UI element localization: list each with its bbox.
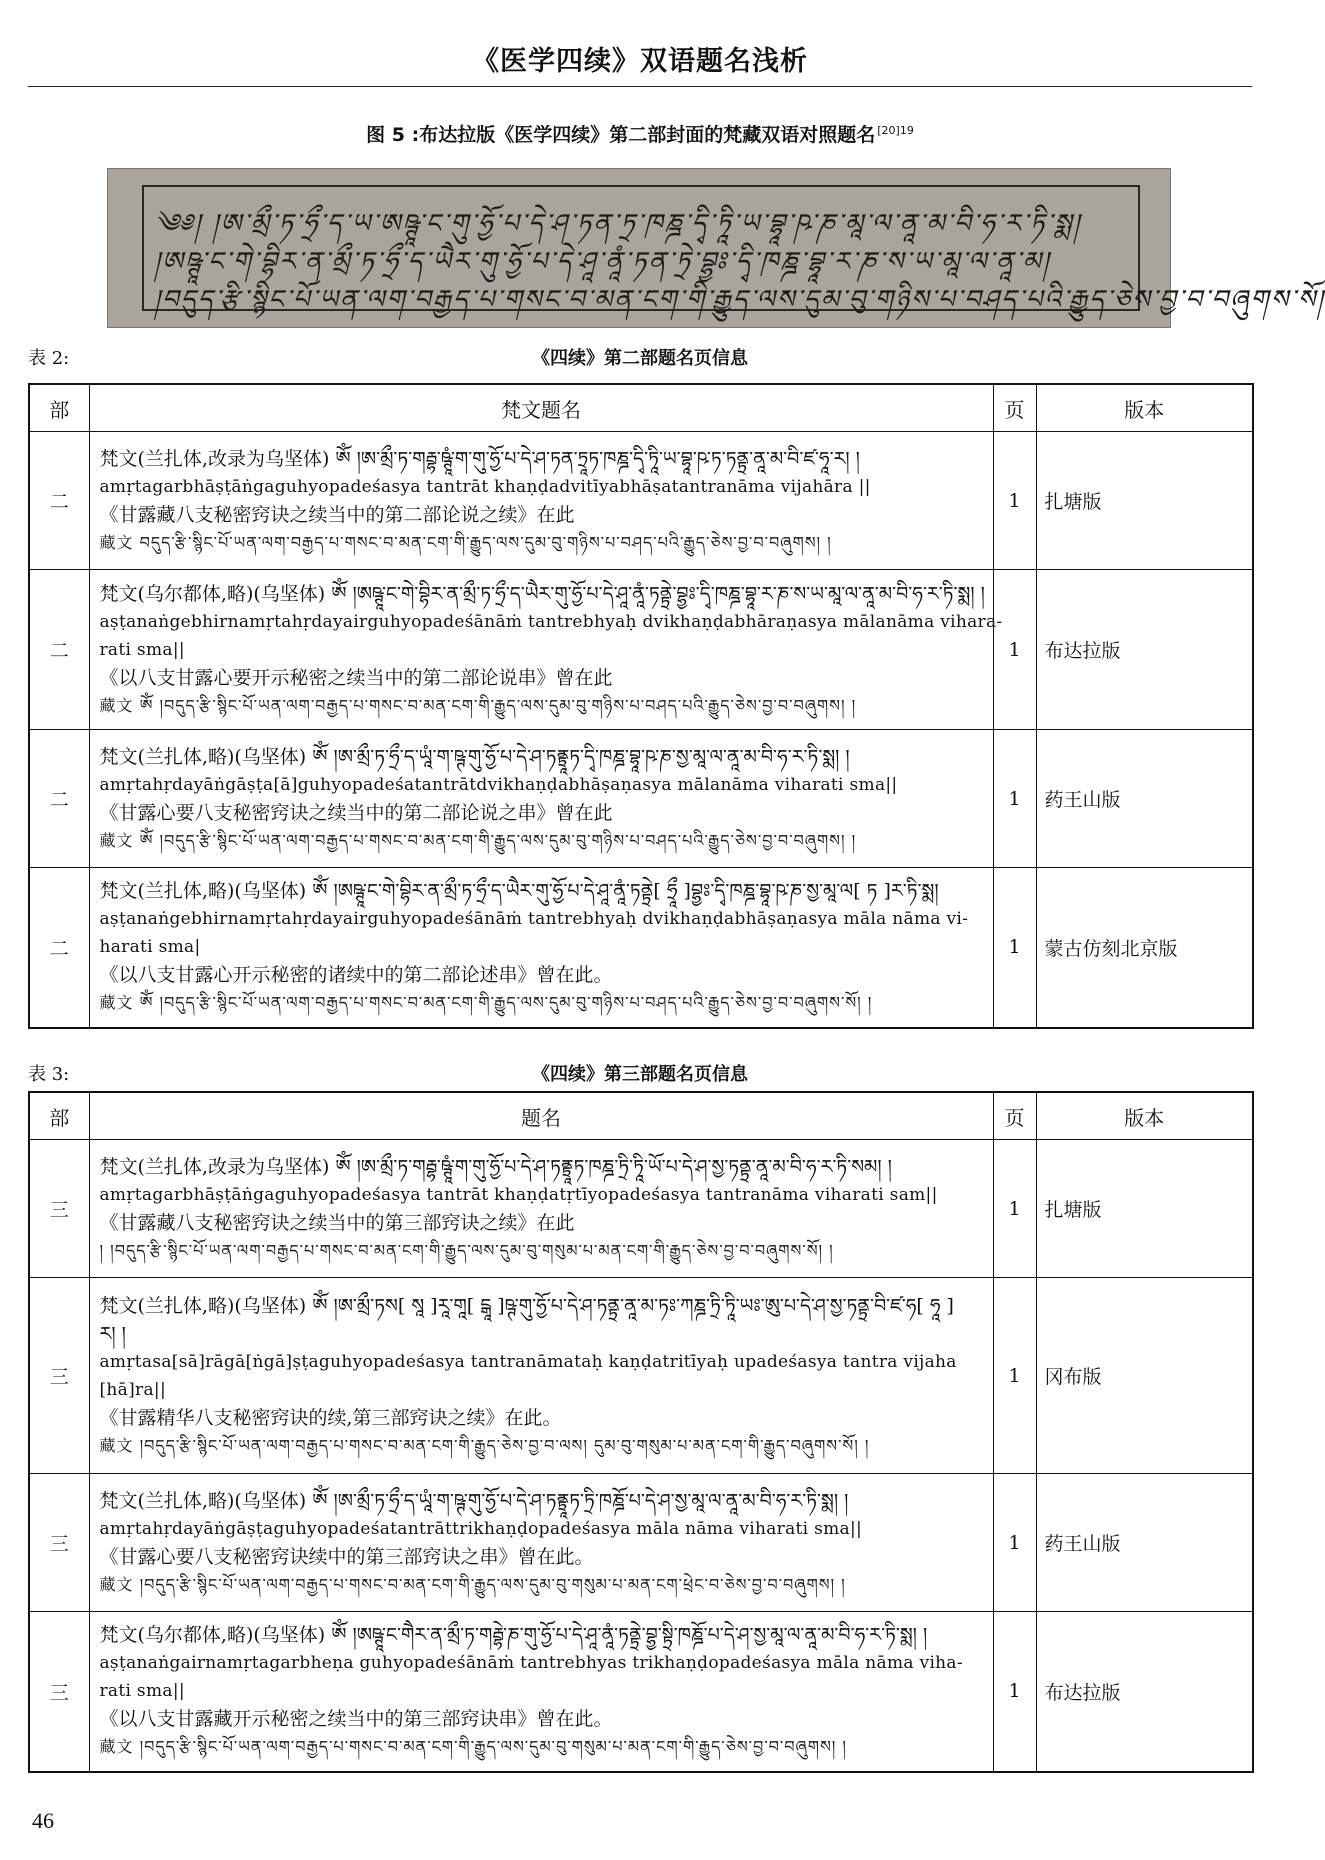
part-cell: 二	[29, 570, 89, 730]
sanskrit-tibetan-line-cont: ར། །	[99, 1322, 126, 1345]
table-row	[29, 432, 1253, 570]
table2-number: 表 2:	[28, 348, 70, 369]
title-cell	[89, 570, 1003, 730]
table3-label	[28, 1060, 1252, 1086]
column-header-page: 页	[993, 1092, 1036, 1140]
tibetan-line: 藏文 ༀ །བདུད་རྩི་སྙིང་པོ་ཡན་ལག་བརྒྱད་པ་གསང་བ་མན་ངག་གི་རྒྱུད་ལས་དུམ་བུ་གཉིས་པ་བཤད་པའི་རྒྱུད་ཅེས་བྱ་བ་བཞུགས། །	[99, 830, 857, 850]
edition-cell: 蒙古仿刻北京版	[1036, 868, 1253, 1028]
romanized-line: aṣṭanaṅgairnamṛtagarbheṇa guhyopadeśānāṁ tantrebhyas trikhaṇḍopadeśasya māla nāma viha-	[99, 1653, 963, 1674]
edition-cell: 冈布版	[1036, 1278, 1253, 1474]
column-header-part: 部	[29, 384, 89, 432]
title-cell	[89, 1140, 993, 1278]
table-row	[29, 1278, 1253, 1474]
part-cell: 二	[29, 868, 89, 1028]
edition-cell: 布达拉版	[1036, 1612, 1253, 1772]
sanskrit-tibetan-line: 梵文(兰扎体,略)(乌坚体) ༀ །ཨཥྚཱ་ང་གེ་བྷིར་ན་མྲྀ་ཏ་ཧྲྀ་ད་ཡཻར་གུ་ཧྱོ་པ་དེ་ཤཱ་ནཱཾ་ཏནྟྲེ[ ཧྲཱྀ ]བྷྱཿ་དྭི་ཁཎྜ་བྷཱ་ཥ་ཎ་སྱ་མཱ་ལ[ ཏ ]ར་ཏི་སྨ།	[99, 880, 939, 903]
figure-caption-text: 图 5 :布达拉版《医学四续》第二部封面的梵藏双语对照题名	[366, 124, 876, 146]
title-cell	[89, 1278, 993, 1474]
page-cell: 1	[993, 432, 1036, 570]
romanized-line: amṛtahṛdayāṅgāṣṭaguhyopadeśatantrāttrikhaṇḍopadeśasya māla nāma viharati sma||	[99, 1518, 863, 1539]
part-cell: 二	[29, 432, 89, 570]
tibetan-line: 藏文 །བདུད་རྩི་སྙིང་པོ་ཡན་ལག་བརྒྱད་པ་གསང་བ་མན་ངག་གི་རྒྱུད་ལས་དུམ་བུ་གསུམ་པ་མན་ངག་གི་རྒྱུད་ཅེས་བྱ་བ་བཞུགས། །	[99, 1737, 847, 1757]
column-header-edition: 版本	[1036, 384, 1253, 432]
tibetan-line: 藏文 ༀ །བདུད་རྩི་སྙིང་པོ་ཡན་ལག་བརྒྱད་པ་གསང་བ་མན་ངག་གི་རྒྱུད་ལས་དུམ་བུ་གཉིས་པ་བཤད་པའི་རྒྱུད་ཅེས་བྱ་བ་བཞུགས། །	[99, 695, 857, 715]
romanized-line: amṛtahṛdayāṅgāṣṭa[ā]guhyopadeśatantrātdvikhaṇḍabhāṣaṇasya mālanāma viharati sma||	[99, 774, 898, 795]
romanized-line-cont: harati sma|	[99, 937, 201, 958]
table2-header-row	[29, 384, 1253, 432]
part-cell: 三	[29, 1612, 89, 1772]
page-cell: 1	[993, 1474, 1036, 1612]
sanskrit-tibetan-line: 梵文(兰扎体,改录为乌坚体) ༀ །ཨ་མྲྀ་ཏ་གརྦྷ་ཥྚཱཾ་ག་གུ་ཧྱོ་པ་དེ་ཤ་ཏནྟྲཱཏ་ཁཎྜ་ཏྲི་ཏཱི་ཡོ་པ་དེ་ཤ་སྱ་ཏནྟྲ་ནཱ་མ་བི་ཧ་ར་ཏི་སམ། །	[99, 1155, 892, 1178]
column-header-edition: 版本	[1036, 1092, 1253, 1140]
edition-cell: 药王山版	[1036, 730, 1253, 868]
romanized-line-cont: rati sma||	[99, 1681, 185, 1702]
title-cell	[89, 1474, 993, 1612]
title-cell	[89, 868, 993, 1028]
part-cell: 二	[29, 730, 89, 868]
table-row	[29, 1140, 1253, 1278]
sanskrit-tibetan-line: 梵文(兰扎体,改录为乌坚体) ༀ །ཨ་མྲྀ་ཏ་གརྦྷ་ཥྚཱཾ་ག་གུ་ཧྱོ་པ་དེ་ཤ་ཏན་ཏྲཱཏ་ཁཎྜ་དྭི་ཏཱི་ཡ་བྷཱ་ཥ་ཏ་ཏནྟྲ་ནཱ་མ་བི་ཛ་ཧཱ་ར། །	[99, 447, 860, 470]
tibetan-line: 藏文 །བདུད་རྩི་སྙིང་པོ་ཡན་ལག་བརྒྱད་པ་གསང་བ་མན་ངག་གི་རྒྱུད་ཅེས་བྱ་བ་ལས། དུམ་བུ་གསུམ་པ་མན་ངག་གི་རྒྱུད་བཞུགས་སོ། །	[99, 1435, 870, 1455]
manuscript-line-1: ༄༅། །ཨ་མྲྀ་ཏ་ཧྲྀ་ད་ཡ་ཨཥྚཱ་ང་གུ་ཧྱོ་པ་དེ་ཤ་ཏན་ཏྲ་ཁཎྜ་དྭི་ཏཱི་ཡ་བྷཱ་ཥ་ཎ་མཱ་ལ་ནཱ་མ་བི་ཧ་ར་ཏི་སྨ།	[154, 209, 1082, 239]
part-cell: 三	[29, 1140, 89, 1278]
page-cell: 1	[993, 1612, 1036, 1772]
romanized-line: aṣṭanaṅgebhirnamṛtahṛdayairguhyopadeśānāṁ tantrebhyaḥ dvikhaṇḍabhāṣaṇasya māla nāma vi-	[99, 909, 969, 930]
figure-caption	[28, 120, 1252, 147]
sanskrit-tibetan-line: 梵文(兰扎体,略)(乌坚体) ༀ །ཨ་མྲྀ་ཏས[ སཱ ]རཱ་གཱ[ ངྒཱ ]ཥྚ་གུ་ཧྱོ་པ་དེ་ཤ་ཏནྟྲ་ནཱ་མ་ཏཿ་ཀཎྜ་ཏྲི་ཏཱི་ཡཿ་ཨུ་པ་དེ་ཤ་སྱ་ཏནྟྲ་བི་ཛ་ཧ[ ཧཱ ]	[99, 1294, 954, 1317]
running-header: 《医学四续》双语题名浅析	[28, 40, 1252, 87]
sanskrit-tibetan-line: 梵文(乌尔都体,略)(乌坚体) ༀ །ཨཥྚཱ་ང་གེ་བྷིར་ན་མྲྀ་ཏ་ཧྲྀ་ད་ཡཻར་གུ་ཧྱོ་པ་དེ་ཤཱ་ནཱཾ་ཏནྟྲེ་བྷྱཿ་དྭི་ཁཎྜ་བྷཱ་ར་ཎ་ས་ཡ་མཱ་ལ་ནཱ་མ་བི་ཧ་ར་ཏི་སྨ། །	[99, 582, 985, 605]
tibetan-line: ། །བདུད་རྩི་སྙིང་པོ་ཡན་ལག་བརྒྱད་པ་གསང་བ་མན་ངག་གི་རྒྱུད་ལས་དུམ་བུ་གསུམ་པ་མན་ངག་གི་རྒྱུད་ཅེས་བྱ་བ་བཞུགས་སོ། །	[99, 1240, 834, 1260]
romanized-line-cont: rati sma||	[99, 639, 185, 660]
tibetan-line: 藏文 །བདུད་རྩི་སྙིང་པོ་ཡན་ལག་བརྒྱད་པ་གསང་བ་མན་ངག་གི་རྒྱུད་ལས་དུམ་བུ་གསུམ་པ་མན་ངག་ཕྲེང་བ་ཅེས་བྱ་བ་བཞུགས། །	[99, 1574, 846, 1594]
romanized-line: amṛtasa[sā]rāgā[ṅgā]ṣṭaguhyopadeśasya tantranāmataḥ kaṇḍatritīyaḥ upadeśasya tantra vijaha	[99, 1351, 957, 1372]
romanized-line: amṛtagarbhāṣṭāṅgaguhyopadeśasya tantrāt khaṇḍatṛtīyopadeśasya tantranāma viharati sam||	[99, 1184, 938, 1205]
title-cell	[89, 730, 993, 868]
chinese-translation: 《甘露精华八支秘密窍诀的续,第三部窍诀之续》在此。	[99, 1406, 562, 1429]
tibetan-line: 藏文 ༀ །བདུད་རྩི་སྙིང་པོ་ཡན་ལག་བརྒྱད་པ་གསང་བ་མན་ངག་གི་རྒྱུད་ལས་དུམ་བུ་གཉིས་པ་བཤད་པའི་རྒྱུད་ཅེས་བྱ་བ་བཞུགས་སོ། །	[99, 993, 873, 1013]
title-cell	[89, 1612, 993, 1772]
table-row	[29, 1612, 1253, 1772]
table-row	[29, 868, 1253, 1028]
chinese-translation: 《甘露心要八支秘密窍诀续中的第三部窍诀之串》曾在此。	[99, 1545, 594, 1568]
table3-number: 表 3:	[28, 1064, 70, 1085]
sanskrit-tibetan-line: 梵文(乌尔都体,略)(乌坚体) ༀ །ཨཥྚཱ་ང་གཻར་ན་མྲྀ་ཏ་གརྦྷེ་ཎ་གུ་ཧྱོ་པ་དེ་ཤཱ་ནཱཾ་ཏནྟྲེ་བྷྱ་སྟྲི་ཁཎྜོ་པ་དེ་ཤ་སྱ་མཱ་ལ་ནཱ་མ་བི་ཧ་ར་ཏི་སྨ། །	[99, 1624, 928, 1647]
edition-cell: 药王山版	[1036, 1474, 1253, 1612]
column-header-title: 梵文题名	[89, 384, 993, 432]
column-header-part: 部	[29, 1092, 89, 1140]
page-cell: 1	[993, 1140, 1036, 1278]
page-number: 46	[32, 1808, 54, 1833]
table3-title: 《四续》第三部题名页信息	[532, 1064, 748, 1085]
page-cell: 1	[993, 730, 1036, 868]
sanskrit-tibetan-line: 梵文(兰扎体,略)(乌坚体) ༀ །ཨ་མྲྀ་ཏ་ཧྲྀ་ད་ཡཱཾ་ག་ཥྚ་གུ་ཧྱོ་པ་དེ་ཤ་ཏནྟྲཱཏ་དྭི་ཁཎྜ་བྷཱ་ཥ་ཎ་སྱ་མཱ་ལ་ནཱ་མ་བི་ཧ་ར་ཏི་སྨ། །	[99, 745, 850, 768]
part-cell: 三	[29, 1474, 89, 1612]
chinese-translation: 《甘露心要八支秘密窍诀之续当中的第二部论说之串》曾在此	[99, 801, 613, 824]
page-cell: 1	[993, 1278, 1036, 1474]
table2-title: 《四续》第二部题名页信息	[532, 348, 748, 369]
column-header-page: 页	[993, 384, 1036, 432]
chinese-translation: 《甘露藏八支秘密窍诀之续当中的第三部窍诀之续》在此	[99, 1211, 575, 1234]
table3	[28, 1091, 1254, 1773]
chinese-translation: 《以八支甘露心要开示秘密之续当中的第二部论说串》曾在此	[99, 666, 613, 689]
title-cell	[89, 432, 993, 570]
manuscript-cover-image	[107, 168, 1325, 328]
romanized-line: amṛtagarbhāṣṭāṅgaguhyopadeśasya tantrāt khaṇḍadvitīyabhāṣatantranāma vijahāra ||	[99, 476, 871, 497]
chinese-translation: 《以八支甘露藏开示秘密之续当中的第三部窍诀串》曾在此。	[99, 1708, 613, 1731]
sanskrit-tibetan-line: 梵文(兰扎体,略)(乌坚体) ༀ །ཨ་མྲྀ་ཏ་ཧྲྀ་ད་ཡཱཾ་ག་ཥྚ་གུ་ཧྱོ་པ་དེ་ཤ་ཏནྟྲཱཏ་ཏྲི་ཁཎྜོ་པ་དེ་ཤ་སྱ་མཱ་ལ་ནཱ་མ་བི་ཧ་ར་ཏི་སྨ། །	[99, 1489, 849, 1512]
chinese-translation: 《甘露藏八支秘密窍诀之续当中的第二部论说之续》在此	[99, 503, 575, 526]
part-cell: 三	[29, 1278, 89, 1474]
table3-header-row	[29, 1092, 1253, 1140]
manuscript-line-3: །བདུད་རྩི་སྙིང་པོ་ཡན་ལག་བརྒྱད་པ་གསང་བ་མན་ངག་གི་རྒྱུད་ལས་དུམ་བུ་གཉིས་པ་བཤད་པའི་རྒྱུད་ཅེས་བྱ་བ་བཞུགས་སོ།	[154, 285, 1325, 315]
edition-cell: 布达拉版	[1036, 570, 1253, 730]
manuscript-line-2: །ཨཥྚཱ་ང་གེ་བྷིར་ན་མྲྀ་ཏ་ཧྲྀ་ད་ཡཻར་གུ་ཧྱོ་པ་དེ་ཤཱ་ནཱཾ་ཏན་ཏྲེ་བྷྱཿ་དྭི་ཁཎྜ་བྷཱ་ར་ཎ་ས་ཡ་མཱ་ལ་ནཱ་མ།	[154, 247, 1051, 277]
page-cell: 1	[993, 570, 1036, 730]
tibetan-line: 藏文 བདུད་རྩི་སྙིང་པོ་ཡན་ལག་བརྒྱད་པ་གསང་བ་མན་ངག་གི་རྒྱུད་ལས་དུམ་བུ་གཉིས་པ་བཤད་པའི་རྒྱུད་ཅེས་བྱ་བ་བཞུགས། །	[99, 532, 832, 552]
column-header-title: 题名	[89, 1092, 993, 1140]
edition-cell: 扎塘版	[1036, 432, 1253, 570]
table2	[28, 383, 1254, 1029]
table-row	[29, 570, 1253, 730]
edition-cell: 扎塘版	[1036, 1140, 1253, 1278]
romanized-line: aṣṭanaṅgebhirnamṛtahṛdayairguhyopadeśānāṁ tantrebhyaḥ dvikhaṇḍabhāraṇasya mālanāma vihara-	[99, 611, 1003, 632]
chinese-translation: 《以八支甘露心开示秘密的诸续中的第二部论述串》曾在此。	[99, 964, 613, 987]
romanized-line-cont: [hā]ra||	[99, 1379, 166, 1400]
figure-citation: [20]19	[877, 123, 914, 137]
table2-label	[28, 344, 1252, 370]
table-row	[29, 730, 1253, 868]
page-cell: 1	[993, 868, 1036, 1028]
table-row	[29, 1474, 1253, 1612]
